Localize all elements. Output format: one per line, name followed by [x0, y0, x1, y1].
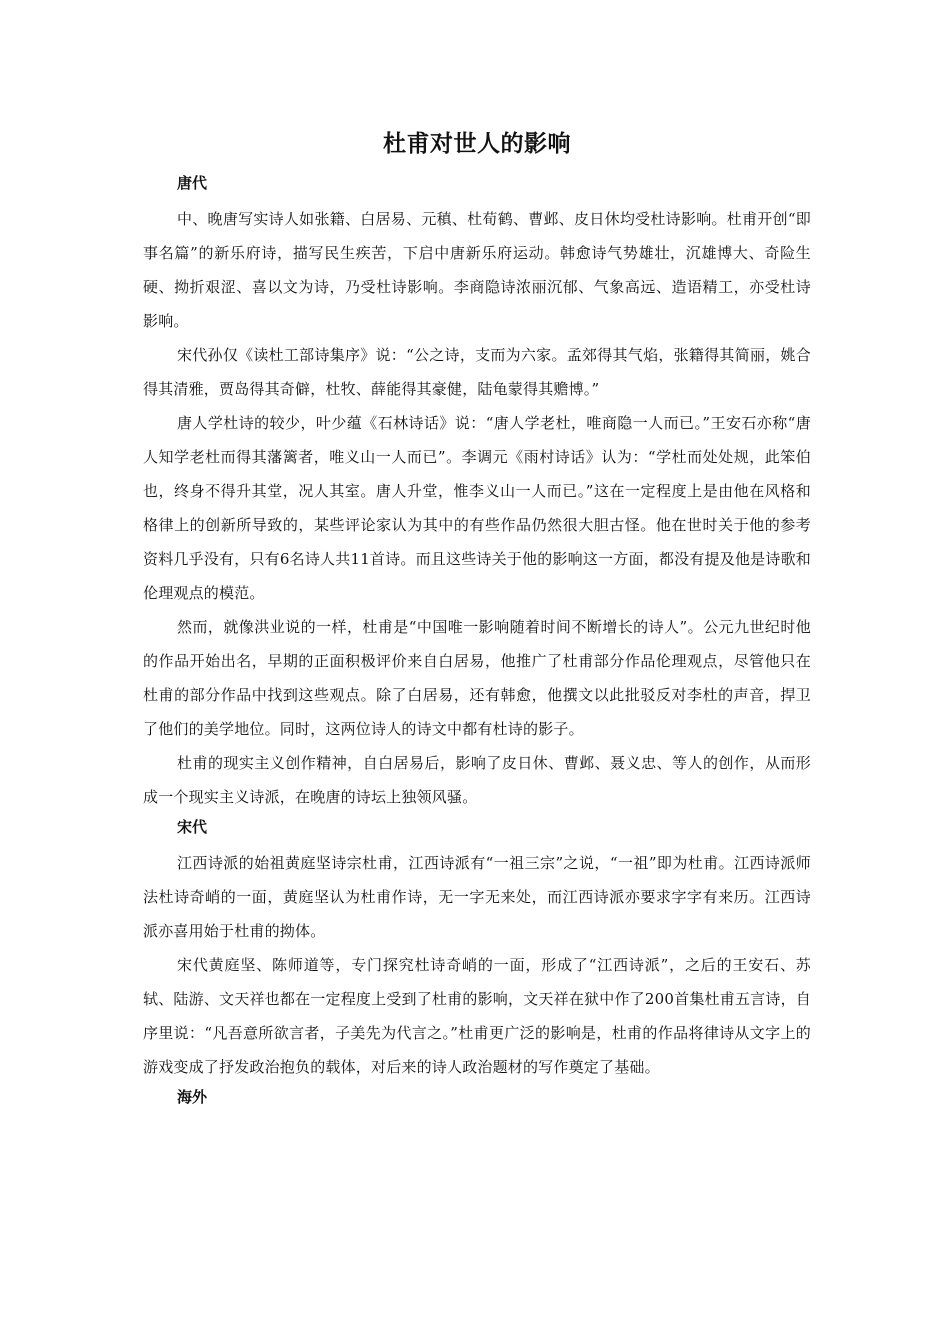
- paragraph: 江西诗派的始祖黄庭坚诗宗杜甫，江西诗派有“一祖三宗”之说，“一祖”即为杜甫。江西诗派师法杜诗奇峭的一面，黄庭坚认为杜甫作诗，无一字无来处，而江西诗派亦要求字字有来历。江西诗派亦喜用始于杜甫的拗体。: [143, 854, 811, 940]
- section-heading: 宋代: [177, 818, 208, 836]
- paragraph: 中、晚唐写实诗人如张籍、白居易、元稹、杜荀鹤、曹邺、皮日休均受杜诗影响。杜甫开创“即事名篇”的新乐府诗，描写民生疾苦，下启中唐新乐府运动。韩愈诗气势雄壮，沉雄博大、奇险生硬、拗折艰涩、喜以文为诗，乃受杜诗影响。李商隐诗浓丽沉郁、气象高远、造语精工，亦受杜诗影响。: [143, 210, 811, 330]
- section-heading: 海外: [177, 1088, 208, 1106]
- paragraph: 然而，就像洪业说的一样，杜甫是“中国唯一影响随着时间不断增长的诗人”。公元九世纪时他的作品开始出名，早期的正面积极评价来自白居易，他推广了杜甫部分作品伦理观点，尽管他只在杜甫的部分作品中找到这些观点。除了白居易，还有韩愈，他撰文以此批驳反对李杜的声音，捍卫了他们的美学地位。同时，这两位诗人的诗文中都有杜诗的影子。: [143, 618, 811, 738]
- section-heading: 唐代: [177, 174, 208, 192]
- paragraph: 杜甫的现实主义创作精神，自白居易后，影响了皮日休、曹邺、聂义忠、等人的创作，从而形成一个现实主义诗派，在晚唐的诗坛上独领风骚。: [143, 754, 811, 806]
- page-title: 杜甫对世人的影响: [383, 131, 571, 157]
- section-song: [143, 814, 811, 1084]
- paragraph: 唐人学杜诗的较少，叶少蕴《石林诗话》说：“唐人学老杜，唯商隐一人而已。”王安石亦称“唐人知学老杜而得其藩篱者，唯义山一人而已”。李调元《雨村诗话》认为：“学杜而处处规，此笨伯也，终身不得升其堂，况人其室。唐人升堂，惟李义山一人而已。”这在一定程度上是由他在风格和格律上的创新所导致的，某些评论家认为其中的有些作品仍然很大胆古怪。他在世时关于他的参考资料几乎没有，只有6名诗人共11首诗。而且这些诗关于他的影响这一方面，都没有提及他是诗歌和伦理观点的模范。: [143, 414, 811, 602]
- section-tang: [143, 170, 811, 814]
- paragraph: 宋代黄庭坚、陈师道等，专门探究杜诗奇峭的一面，形成了“江西诗派”，之后的王安石、苏轼、陆游、文天祥也都在一定程度上受到了杜甫的影响，文天祥在狱中作了200首集杜甫五言诗，自序里说：“凡吾意所欲言者，子美先为代言之。”杜甫更广泛的影响是，杜甫的作品将律诗从文字上的游戏变成了抒发政治抱负的载体，对后来的诗人政治题材的写作奠定了基础。: [143, 956, 811, 1076]
- section-overseas: [143, 1084, 811, 1110]
- paragraph: 宋代孙仅《读杜工部诗集序》说：“公之诗，支而为六家。孟郊得其气焰，张籍得其简丽，姚合得其清雅，贾岛得其奇僻，杜牧、薛能得其豪健，陆龟蒙得其赡博。”: [143, 346, 811, 398]
- document-page: [143, 128, 811, 1116]
